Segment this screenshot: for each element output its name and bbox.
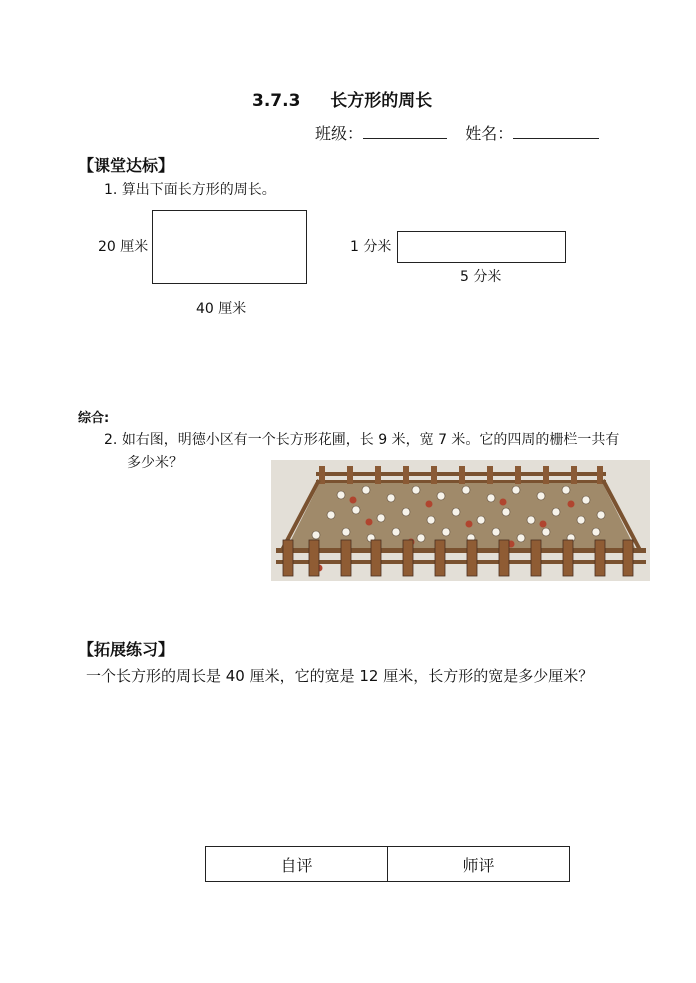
classroom-heading: 【课堂达标】 [78,156,175,175]
extension-question: 一个长方形的周长是 40 厘米，它的宽是 12 厘米，长方形的宽是多少厘米？ [86,667,594,685]
name-label: 姓名： [465,124,514,143]
rectangle-2-width-label: 5 分米 [460,269,502,285]
rectangle-2-height-label: 1 分米 [350,239,392,255]
flower-bed-illustration [271,460,650,581]
title-text: 长方形的周长 [330,91,433,111]
extension-heading: 【拓展练习】 [78,640,175,659]
teacher-evaluation-cell[interactable]: 师评 [388,847,570,882]
rectangle-1-height-label: 20 厘米 [98,239,149,255]
self-evaluation-cell[interactable]: 自评 [206,847,388,882]
comprehensive-heading: 综合: [78,411,110,426]
question-1 [104,179,276,199]
question-1-text: 算出下面长方形的周长。 [121,182,276,198]
rectangle-2 [397,231,566,263]
rectangle-1-width-label: 40 厘米 [196,301,247,317]
title-number: 3.7.3 [252,91,301,111]
question-2-line-2: 多少米？ [127,455,183,471]
name-blank[interactable] [513,124,599,139]
class-blank[interactable] [363,124,447,139]
page-title [252,86,432,111]
evaluation-table [205,846,570,882]
student-info-line [315,121,599,144]
question-2-text-line-1: 如右图，明德小区有一个长方形花圃，长 9 米，宽 7 米。它的四周的栅栏一共有 [121,432,620,448]
rectangle-1 [152,210,307,284]
question-1-number: 1. [104,182,118,198]
question-2-line-1 [104,429,619,449]
question-2-number: 2. [104,432,118,448]
class-label: 班级： [315,124,364,143]
